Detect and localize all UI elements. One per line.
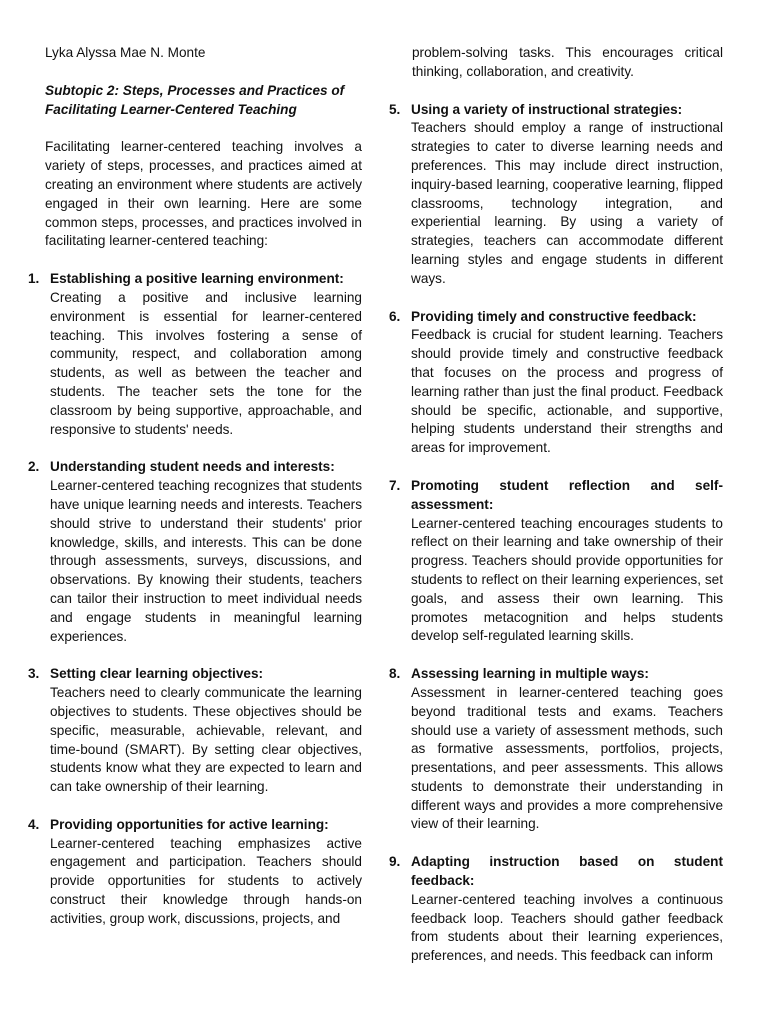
item-body: Teachers need to clearly communicate the learning objectives to students. These objectives should be specific, measurable, achievable, relevant, and time-bound (SMART). By setting clear objectives, students know what they are expected to learn and can take ownership of their learning. — [50, 685, 362, 795]
item-number: 8. — [389, 666, 401, 682]
item-title: Establishing a positive learning environment: — [50, 271, 344, 287]
item-number: 2. — [28, 459, 40, 475]
item-body: Creating a positive and inclusive learning environment is essential for learner-centered teaching. This involves fostering a sense of community, respect, and collaboration among students, as well as between the teacher and students. The teacher sets the tone for the classroom by being supportive, approachable, and responsive to students' needs. — [50, 289, 362, 437]
intro-paragraph: Facilitating learner-centered teaching involves a variety of steps, processes, and practices aimed at creating an environment where students are actively engaged in their own learning. Here are some common steps, processes, and practices involved in facilitating learner-centered teaching: — [45, 139, 362, 249]
item-number: 5. — [389, 101, 401, 117]
author-name: Lyka Alyssa Mae N. Monte — [45, 45, 206, 60]
item-body: Learner-centered teaching recognizes that students have unique learning needs and interests. Teachers should strive to understand their students' prior knowledge, skills, and interests. This can be done through assessments, surveys, discussions, and observations. By knowing their students, teachers can tailor their instruction to meet individual needs and engage students in meaningful learning experiences. — [50, 478, 362, 644]
item-title: Providing timely and constructive feedback: — [411, 308, 697, 324]
item-body: Learner-centered teaching involves a continuous feedback loop. Teachers should gather feedback from students about their learning experiences, preferences, and needs. This feedback can inform — [411, 891, 723, 964]
item-number: 1. — [28, 271, 40, 287]
list-item-1 — [28, 270, 362, 439]
item-number: 9. — [389, 854, 401, 870]
item-title: Understanding student needs and interests: — [50, 459, 335, 475]
subtopic-heading: Subtopic 2: Steps, Processes and Practices of Facilitating Learner-Centered Teaching — [45, 82, 345, 117]
item-body: Teachers should employ a range of instructional strategies to cater to diverse learning needs and preferences. This may include direct instruction, inquiry-based learning, cooperative learning, flipped classrooms, technology integration, and experiential learning. By using a variety of strategies, teachers can accommodate different learning styles and engage students in different ways. — [411, 120, 723, 286]
item-body: Feedback is crucial for student learning. Teachers should provide timely and constructive feedback that focuses on the process and progress of learning rather than just the final product. Feedback should be specific, actionable, and supportive, helping students understand their strengths and areas for improvement. — [411, 327, 723, 456]
list-item-7 — [389, 477, 723, 646]
list-item-5 — [389, 101, 723, 289]
list-item-2 — [28, 458, 362, 646]
item-title: Assessing learning in multiple ways: — [411, 666, 649, 682]
item-number: 7. — [389, 477, 401, 493]
item-title: Providing opportunities for active learning: — [50, 816, 329, 832]
item-title: Promoting student reflection and self-assessment: — [411, 477, 723, 512]
item-4-continuation: problem-solving tasks. This encourages critical thinking, collaboration, and creativity. — [412, 45, 723, 79]
item-number: 3. — [28, 666, 40, 682]
item-body: Learner-centered teaching encourages students to reflect on their learning and take ownership of their progress. Teachers should provide opportunities for students to reflect on their learning experiences, set goals, and assess their own learning. This promotes metacognition and helps students develop self-regulated learning skills. — [411, 515, 723, 644]
item-title: Setting clear learning objectives: — [50, 666, 264, 682]
item-body: Assessment in learner-centered teaching goes beyond traditional tests and exams. Teachers should use a variety of assessment methods, such as formative assessments, portfolios, projects, presentations, and peer assessments. This allows students to demonstrate their understanding in different ways and provides a more comprehensive view of their learning. — [411, 684, 723, 832]
list-item-6 — [389, 308, 723, 458]
list-item-3 — [28, 665, 362, 797]
list-item-9 — [389, 853, 723, 966]
item-title: Adapting instruction based on student feedback: — [411, 854, 723, 889]
item-number: 6. — [389, 308, 401, 324]
right-column — [389, 44, 723, 985]
left-column — [28, 44, 362, 948]
item-title: Using a variety of instructional strategies: — [411, 101, 683, 117]
item-body: Learner-centered teaching emphasizes active engagement and participation. Teachers should provide opportunities for students to actively construct their knowledge through hands-on activities, group work, discussions, projects, and — [50, 835, 362, 926]
list-item-4 — [28, 816, 362, 929]
list-item-8 — [389, 665, 723, 834]
item-number: 4. — [28, 816, 40, 832]
